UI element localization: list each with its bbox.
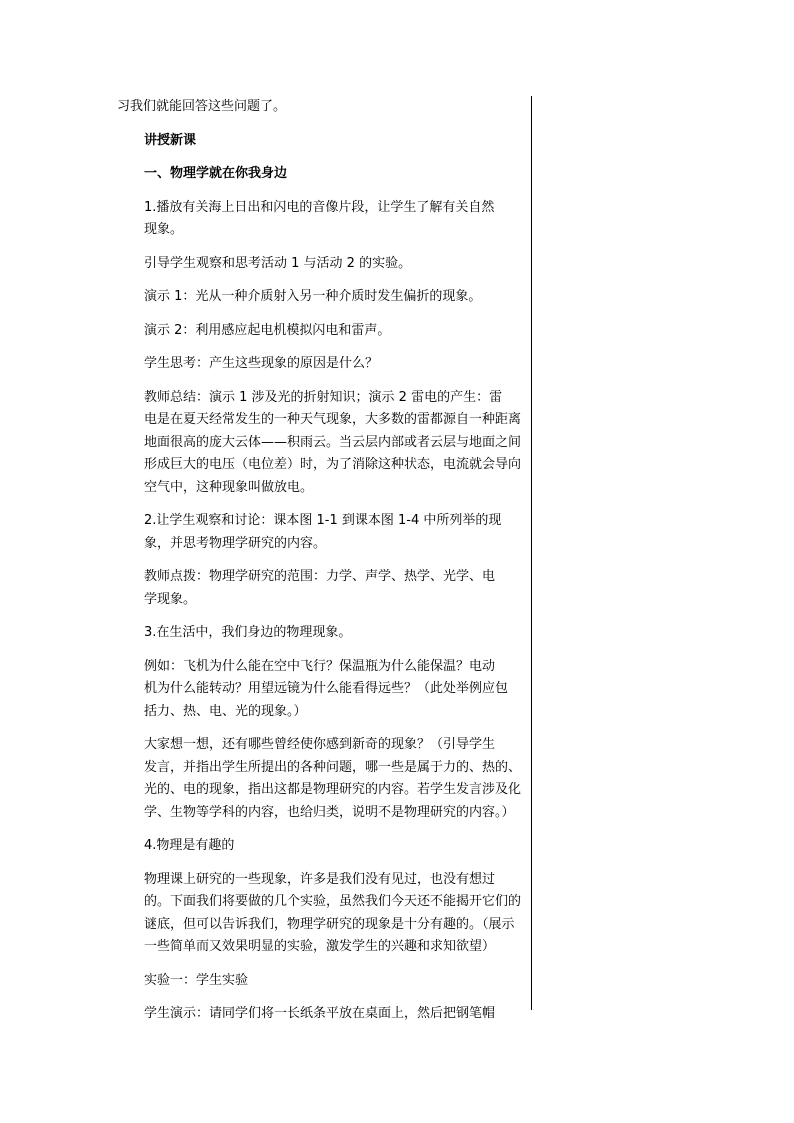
- text-line: 例如：飞机为什么能在空中飞行？保温瓶为什么能保温？电动: [144, 658, 496, 674]
- text-line: 物理课上研究的一些现象，许多是我们没有见过，也没有想过: [144, 871, 496, 887]
- text-line: 习我们就能回答这些问题了。: [117, 99, 287, 114]
- text-line: 机为什么能转动？用望远镜为什么能看得远些？（此处举例应包: [144, 681, 509, 696]
- text-line: 引导学生观察和思考活动 1 与活动 2 的实验。: [144, 255, 412, 271]
- text-line: 谜底，但可以告诉我们，物理学研究的现象是十分有趣的。（展示: [144, 916, 515, 932]
- section-heading: [117, 163, 527, 186]
- paragraph: [117, 869, 527, 959]
- paragraph: [117, 510, 527, 555]
- paragraph: [117, 970, 527, 993]
- text-line: 一些简单而又效果明显的实验，激发学生的兴趣和求知欲望）: [144, 939, 496, 954]
- text-line: 光的、电的现象，指出这都是物理研究的内容。若学生发言涉及化: [144, 782, 522, 797]
- paragraph: [117, 387, 527, 500]
- paragraph: [117, 656, 527, 724]
- paragraph: [117, 253, 527, 276]
- paragraph: [117, 96, 527, 119]
- paragraph: [117, 622, 527, 645]
- paragraph: [117, 286, 527, 309]
- paragraph: [117, 835, 527, 858]
- paragraph: [117, 320, 527, 343]
- text-line: 括力、热、电、光的现象。）: [144, 703, 307, 719]
- text-line: 学生演示：请同学们将一长纸条平放在桌面上，然后把钢笔帽: [144, 1006, 496, 1021]
- text-line: 4.物理是有趣的: [144, 838, 235, 853]
- paragraph: [117, 1003, 527, 1026]
- lesson-plan-text: [117, 96, 527, 1037]
- text-line: 大家想一想，还有哪些曾经使你感到新奇的现象？（引导学生: [144, 737, 496, 752]
- text-line: 学现象。: [144, 591, 197, 607]
- text-line: 3.在生活中，我们身边的物理现象。: [144, 625, 352, 640]
- text-line: 发言，并指出学生所提出的各种问题，哪一些是属于力的、热的、: [144, 759, 522, 775]
- text-line: 象，并思考物理学研究的内容。: [144, 535, 327, 551]
- text-line: 现象。: [144, 222, 184, 237]
- paragraph: [117, 353, 527, 376]
- text-line: 实验一：学生实验: [144, 972, 249, 988]
- text-line: 学、生物等学科的内容，也给归类，说明不是物理研究的内容。）: [144, 804, 515, 820]
- text-line: 教师总结：演示 1 涉及光的折射知识；演示 2 雷电的产生：雷: [144, 389, 503, 405]
- text-line: 地面很高的庞大云体——积雨云。当云层内部或者云层与地面之间: [144, 434, 522, 450]
- text-line: 演示 2：利用感应起电机模拟闪电和雷声。: [144, 322, 391, 338]
- text-line: 教师点拨：物理学研究的范围：力学、声学、热学、光学、电: [144, 569, 496, 584]
- paragraph: [117, 566, 527, 611]
- section-heading: [117, 130, 527, 153]
- paragraph: [117, 197, 527, 242]
- text-line: 形成巨大的电压（电位差）时，为了消除这种状态，电流就会导向: [144, 457, 522, 472]
- text-line: 电是在夏天经常发生的一种天气现象，大多数的雷都源自一种距离: [144, 412, 522, 427]
- text-line: 1.播放有关海上日出和闪电的音像片段，让学生了解有关自然: [144, 199, 495, 215]
- text-line: 空气中，这种现象叫做放电。: [144, 479, 314, 495]
- text-line: 的。下面我们将要做的几个实验，虽然我们今天还不能揭开它们的: [144, 894, 522, 909]
- text-line: 2.让学生观察和讨论：课本图 1-1 到课本图 1-4 中所列举的现: [144, 513, 502, 528]
- text-line: 演示 1：光从一种介质射入另一种介质时发生偏折的现象。: [144, 289, 482, 304]
- text-line: 讲授新课: [144, 132, 197, 148]
- text-line: 学生思考：产生这些现象的原因是什么？: [144, 356, 379, 371]
- text-line: 一、物理学就在你我身边: [144, 166, 288, 181]
- paragraph: [117, 734, 527, 824]
